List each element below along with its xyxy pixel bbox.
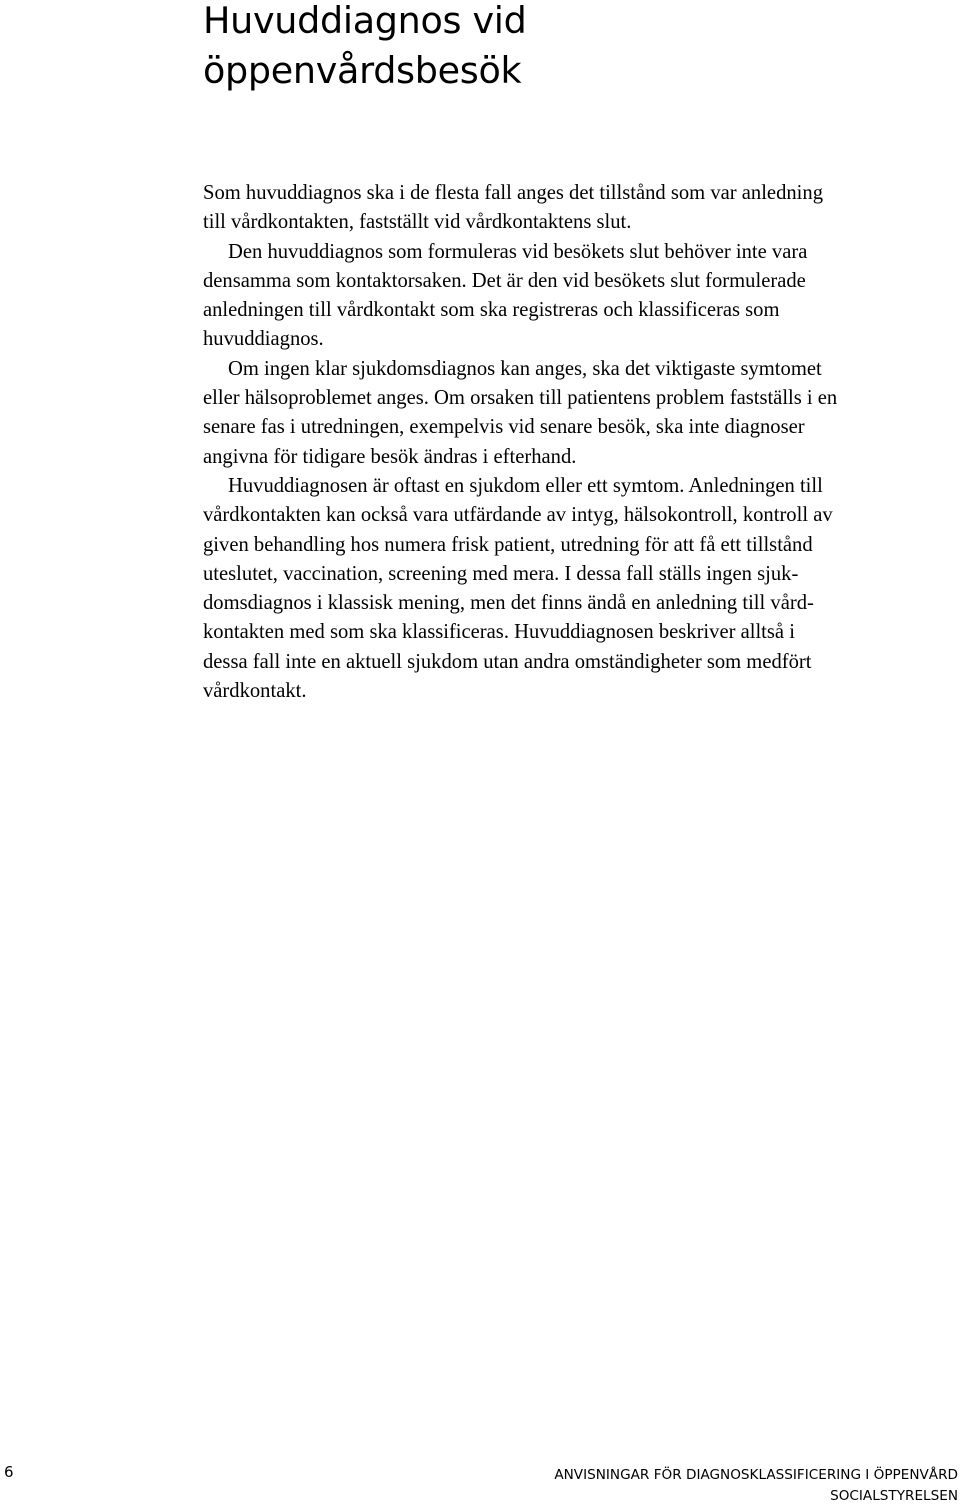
page-title-line-1: Huvuddiagnos vid (203, 0, 527, 42)
body-line: given behandling hos numera frisk patient, utredning för att få ett tillstånd (203, 533, 813, 556)
footer-organization: SOCIALSTYRELSEN (830, 1488, 958, 1504)
body-line: uteslutet, vaccination, screening med mera. I dessa fall ställs ingen sjuk- (203, 562, 799, 585)
page-title-line-2: öppenvårdsbesök (203, 49, 522, 92)
page-title (203, 0, 923, 96)
page-number: 6 (4, 1463, 14, 1481)
body-line: Om ingen klar sjukdomsdiagnos kan anges, ska det viktigaste symtomet (228, 357, 822, 380)
body-line: angivna för tidigare besök ändras i efterhand. (203, 445, 577, 468)
body-text (203, 179, 955, 706)
body-line: dessa fall inte en aktuell sjukdom utan andra omständigheter som medfört (203, 650, 812, 673)
body-line: huvuddiagnos. (203, 328, 324, 351)
body-line: anledningen till vårdkontakt som ska registreras och klassificeras som (203, 299, 780, 322)
body-line: Huvuddiagnosen är oftast en sjukdom eller ett symtom. Anledningen till (228, 474, 823, 497)
body-line: densamma som kontaktorsaken. Det är den vid besökets slut formulerade (203, 269, 806, 292)
body-line: eller hälsoproblemet anges. Om orsaken till patientens problem fastställs i en (203, 387, 838, 410)
footer-publication-title: ANVISNINGAR FÖR DIAGNOSKLASSIFICERING I ÖPPENVÅRD (554, 1467, 958, 1483)
body-line: senare fas i utredningen, exempelvis vid senare besök, ska inte diagnoser (203, 416, 805, 439)
body-line: kontakten med som ska klassificeras. Huvuddiagnosen beskriver alltså i (203, 621, 795, 644)
body-line: till vårdkontakten, fastställt vid vårdkontaktens slut. (203, 211, 632, 234)
body-line: Som huvuddiagnos ska i de flesta fall anges det tillstånd som var anledning (203, 182, 823, 204)
body-line: vårdkontakt. (203, 680, 307, 703)
body-line: domsdiagnos i klassisk mening, men det finns ändå en anledning till vård- (203, 592, 814, 615)
body-line: Den huvuddiagnos som formuleras vid besökets slut behöver inte vara (228, 240, 808, 263)
body-line: vårdkontakten kan också vara utfärdande av intyg, hälsokontroll, kontroll av (203, 504, 833, 527)
